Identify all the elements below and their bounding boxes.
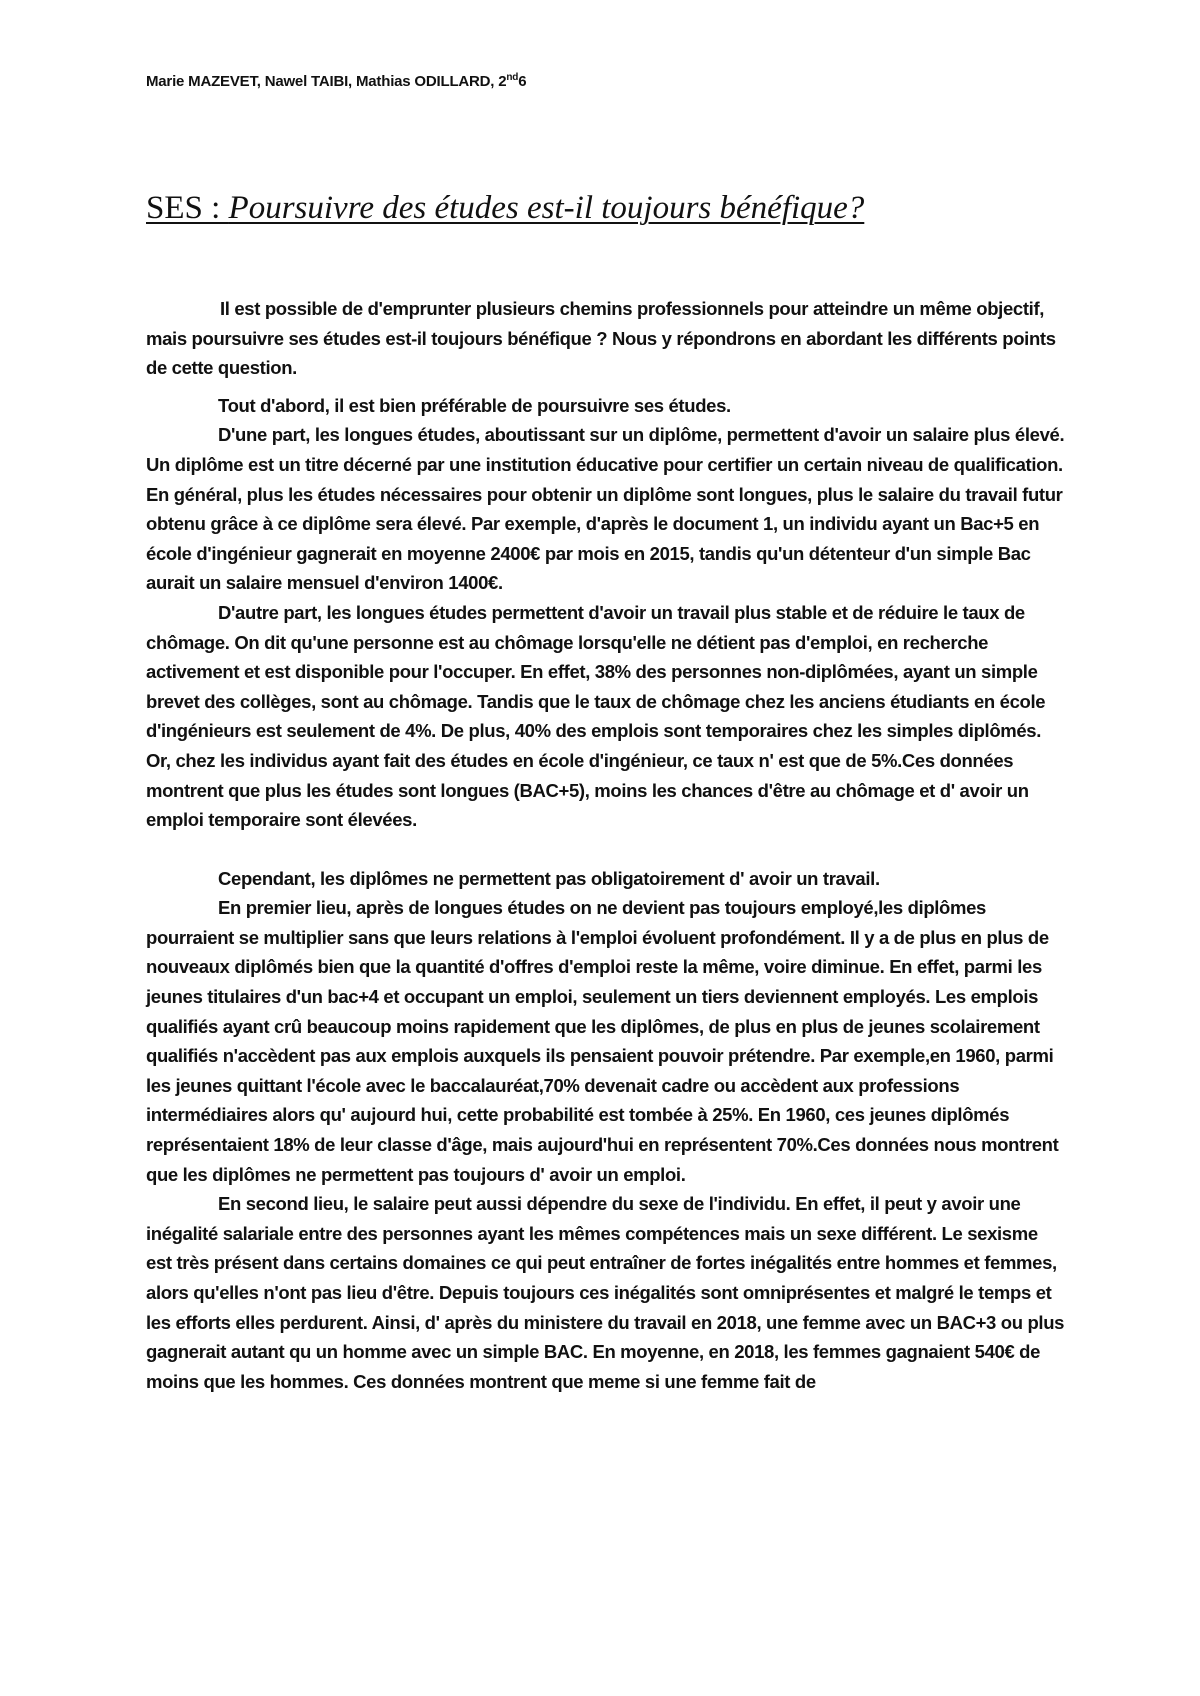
author-line <box>146 72 526 90</box>
title-subject: SES : <box>146 190 229 227</box>
author-names: Marie MAZEVET, Nawel TAIBI, Mathias ODILLARD, 2 <box>146 73 507 90</box>
part1-paragraph-a: D'une part, les longues études, aboutissant sur un diplôme, permettent d'avoir un salaire plus élevé. Un diplôme est un titre décerné par une institution éducative pour certifier un certain niveau de qualification. En général, plus les études nécessaires pour obtenir un diplôme sont longues, plus le salaire du travail futur obtenu grâce à ce diplôme sera élevé. Par exemple, d'après le document 1, un individu ayant un Bac+5 en école d'ingénieur gagnerait en moyenne 2400€ par mois en 2015, tandis qu'un détenteur d'un simple Bac aurait un salaire mensuel d'environ 1400€. <box>146 424 1065 594</box>
part2-thesis: Cependant, les diplômes ne permettent pas obligatoirement d' avoir un travail. <box>218 867 880 889</box>
part2-paragraph-a: En premier lieu, après de longues études on ne devient pas toujours employé,les diplômes pourraient se multiplier sans que leurs relations à l'emploi évoluent profondément. Il y a de plus en plus de nouveaux diplômés bien que la quantité d'offres d'emploi reste la même, voire diminue. En effet, parmi les jeunes titulaires d'un bac+4 et occupant un emploi, seulement un tiers deviennent employés. Les emplois qualifiés ayant crû beaucoup moins rapidement que les diplômes, de plus en plus de jeunes scolairement qualifiés n'accèdent pas aux emplois auxquels ils pensaient pouvoir prétendre. Par exemple,en 1960, parmi les jeunes quittant l'école avec le baccalauréat,70% devenait cadre ou accèdent aux professions intermédiaires alors qu' aujourd hui, cette probabilité est tombée à 25%. En 1960, ces jeunes diplômés représentaient 18% de leur classe d'âge, mais aujourd'hui en représentent 70%.Ces données nous montrent que les diplômes ne permettent pas toujours d' avoir un emploi. <box>146 897 1059 1185</box>
class-suffix: 6 <box>518 73 527 90</box>
intro-paragraph: Il est possible de d'emprunter plusieurs chemins professionnels pour atteindre un même objectif, mais poursuivre ses études est-il toujours bénéfique ? Nous y répondrons en abordant les différents points de cette question. <box>146 298 1056 379</box>
essay-body <box>146 294 1066 1396</box>
part1-paragraph-b: D'autre part, les longues études permettent d'avoir un travail plus stable et de réduire le taux de chômage. On dit qu'une personne est au chômage lorsqu'elle ne détient pas d'emploi, en recherche activement et est disponible pour l'occuper. En effet, 38% des personnes non-diplômées, ayant un simple brevet des collèges, sont au chômage. Tandis que le taux de chômage chez les anciens étudiants en école d'ingénieurs est seulement de 4%. De plus, 40% des emplois sont temporaires chez les simples diplômés. Or, chez les individus ayant fait des études en école d'ingénieur, ce taux n' est que de 5%.Ces données montrent que plus les études sont longues (BAC+5), moins les chances d'être au chômage et d' avoir un emploi temporaire sont élevées. <box>146 601 1046 831</box>
part2-paragraph-b: En second lieu, le salaire peut aussi dépendre du sexe de l'individu. En effet, il peut y avoir une inégalité salariale entre des personnes ayant les mêmes compétences mais un sexe différent. Le sexisme est très présent dans certains domaines ce qui peut entraîner de fortes inégalités entre hommes et femmes, alors qu'elles n'ont pas lieu d'être. Depuis toujours ces inégalités sont omniprésentes et malgré le temps et les efforts elles perdurent. Ainsi, d' après du ministere du travail en 2018, une femme avec un BAC+3 ou plus gagnerait autant qu un homme avec un simple BAC. En moyenne, en 2018, les femmes gagnaient 540€ de moins que les hommes. Ces données montrent que meme si une femme fait de <box>146 1193 1065 1392</box>
class-superscript: nd <box>506 72 519 83</box>
part1-thesis: Tout d'abord, il est bien préférable de poursuivre ses études. <box>218 394 731 416</box>
document-title <box>146 190 864 227</box>
title-question: Poursuivre des études est-il toujours bénéfique? <box>228 190 865 227</box>
